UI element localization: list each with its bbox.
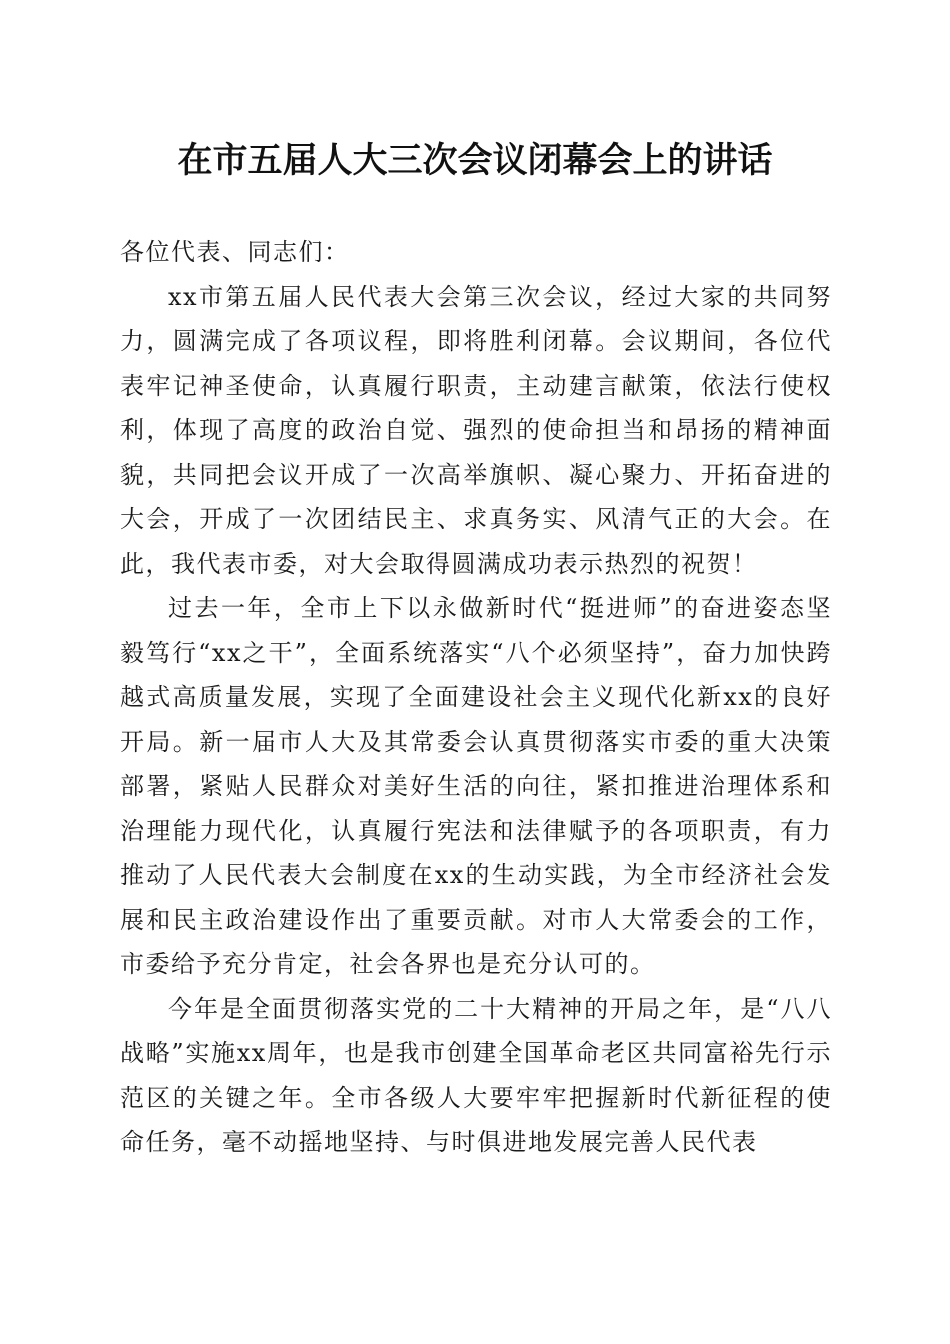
document-body [120, 230, 832, 1165]
document-title: 在市五届人大三次会议闭幕会上的讲话 [177, 140, 773, 181]
paragraph-3: 今年是全面贯彻落实党的二十大精神的开局之年，是“八八战略”实施xx周年，也是我市创建全国革命老区共同富裕先行示范区的关键之年。全市各级人大要牢牢把握新时代新征程的使命任务，毫不动摇地坚持、与时俱进地发展完善人民代表 [120, 994, 832, 1156]
salutation: 各位代表、同志们： [120, 238, 350, 266]
paragraph-1: xx市第五届人民代表大会第三次会议，经过大家的共同努力，圆满完成了各项议程，即将胜利闭幕。会议期间，各位代表牢记神圣使命，认真履行职责，主动建言献策，依法行使权利，体现了高度的政治自觉、强烈的使命担当和昂扬的精神面貌，共同把会议开成了一次高举旗帜、凝心聚力、开拓奋进的大会，开成了一次团结民主、求真务实、风清气正的大会。在此，我代表市委，对大会取得圆满成功表示热烈的祝贺！ [120, 282, 832, 578]
paragraph-2: 过去一年，全市上下以永做新时代“挺进师”的奋进姿态坚毅笃行“xx之干”，全面系统落实“八个必须坚持”，奋力加快跨越式高质量发展，实现了全面建设社会主义现代化新xx的良好开局。新一届市人大及其常委会认真贯彻落实市委的重大决策部署，紧贴人民群众对美好生活的向往，紧扣推进治理体系和治理能力现代化，认真履行宪法和法律赋予的各项职责，有力推动了人民代表大会制度在xx的生动实践，为全市经济社会发展和民主政治建设作出了重要贡献。对市人大常委会的工作，市委给予充分肯定，社会各界也是充分认可的。 [120, 594, 832, 978]
